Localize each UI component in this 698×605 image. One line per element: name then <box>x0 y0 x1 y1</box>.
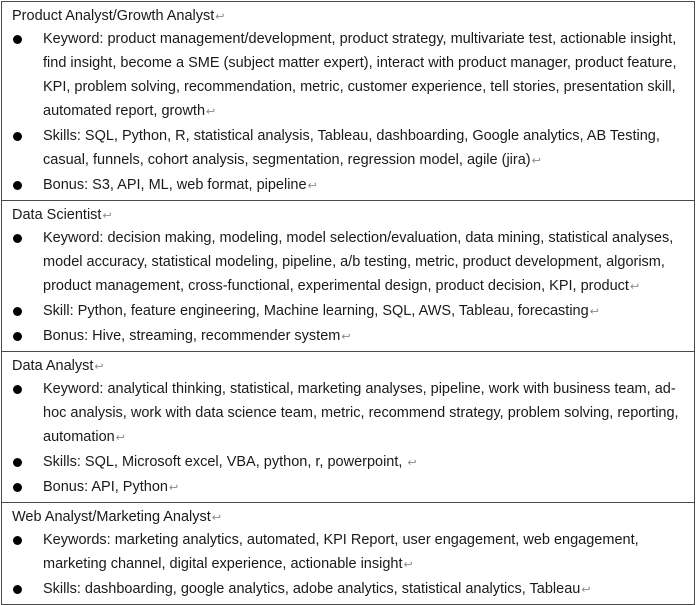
list-item <box>12 577 688 602</box>
list-item <box>12 226 688 299</box>
bullet-icon <box>13 35 22 44</box>
bullet-icon <box>13 483 22 492</box>
bullet-icon <box>13 332 22 341</box>
list-item-text: Skills: SQL, Microsoft excel, VBA, python, r, powerpoint, <box>43 454 407 470</box>
section-title: Data Analyst <box>12 358 94 374</box>
list-item-text: Keywords: marketing analytics, automated, KPI Report, user engagement, web engagement, marketing channel, digital experience, actionable insight <box>43 532 639 572</box>
bullet-icon <box>13 585 22 594</box>
list-item <box>12 124 688 173</box>
paragraph-mark-icon: ↩ <box>211 512 222 524</box>
paragraph-mark-icon: ↩ <box>629 281 640 293</box>
list-item-text: Bonus: API, Python <box>43 479 168 495</box>
paragraph-mark-icon: ↩ <box>581 584 591 596</box>
paragraph-mark-icon: ↩ <box>531 155 541 167</box>
list-item-text: Keyword: analytical thinking, statistical, marketing analyses, pipeline, work with business team, ad-hoc analysis, work with data science team, metric, recommend strategy, problem solving, reporting, automation <box>43 381 679 445</box>
list-item-text: Bonus: S3, API, ML, web format, pipeline <box>43 177 307 193</box>
bullet-icon <box>13 307 22 316</box>
list-item <box>12 450 688 475</box>
paragraph-mark-icon: ↩ <box>307 180 317 192</box>
section-product-analyst <box>2 2 694 200</box>
list-item-text: Keyword: product management/development, product strategy, multivariate test, actionable insight, find insight, become a SME (subject matter expert), interact with product manager, product feature, KPI, problem solving, recommendation, metric, customer experience, tell stories, presentation skill, automated report, growth <box>43 31 677 119</box>
paragraph-mark-icon: ↩ <box>403 559 413 571</box>
list-item <box>12 324 688 349</box>
section-data-analyst <box>2 351 694 502</box>
list-item <box>12 173 688 198</box>
paragraph-mark-icon: ↩ <box>94 361 104 373</box>
bullet-icon <box>13 385 22 394</box>
list-item-text: Skills: SQL, Python, R, statistical analysis, Tableau, dashboarding, Google analytics, AB Testing, casual, funnels, cohort analysis, segmentation, regression model, agile (jira) <box>43 128 660 168</box>
list-item-text: Skill: Python, feature engineering, Machine learning, SQL, AWS, Tableau, forecasting <box>43 303 589 319</box>
bullet-icon <box>13 132 22 141</box>
bullet-list <box>12 27 688 198</box>
role-keywords-table <box>1 1 695 605</box>
list-item-text: Skills: dashboarding, google analytics, adobe analytics, statistical analytics, Tableau <box>43 581 581 597</box>
bullet-icon <box>13 181 22 190</box>
list-item <box>12 528 688 577</box>
paragraph-mark-icon: ↩ <box>115 432 125 444</box>
bullet-icon <box>13 458 22 467</box>
bullet-list <box>12 377 688 500</box>
section-web-analyst <box>2 502 694 604</box>
paragraph-mark-icon: ↩ <box>341 331 351 343</box>
section-title: Data Scientist <box>12 207 102 223</box>
paragraph-mark-icon: ↩ <box>407 457 417 469</box>
paragraph-mark-icon: ↩ <box>215 11 225 23</box>
bullet-list <box>12 528 688 602</box>
list-item <box>12 475 688 500</box>
section-title: Product Analyst/Growth Analyst <box>12 8 215 24</box>
section-data-scientist <box>2 200 694 351</box>
list-item-text: Keyword: decision making, modeling, model selection/evaluation, data mining, statistical analyses, model accuracy, statistical modeling, pipeline, a/b testing, metric, product development, algorism, product management, cross-functional, experimental design, product decision, KPI, product <box>43 230 674 294</box>
paragraph-mark-icon: ↩ <box>168 482 179 494</box>
list-item <box>12 299 688 324</box>
bullet-icon <box>13 536 22 545</box>
section-title: Web Analyst/Marketing Analyst <box>12 509 211 525</box>
bullet-list <box>12 226 688 349</box>
paragraph-mark-icon: ↩ <box>102 210 112 222</box>
list-item-text: Bonus: Hive, streaming, recommender system <box>43 328 341 344</box>
list-item <box>12 377 688 450</box>
bullet-icon <box>13 234 22 243</box>
paragraph-mark-icon: ↩ <box>206 106 216 118</box>
paragraph-mark-icon: ↩ <box>589 306 599 318</box>
list-item <box>12 27 688 124</box>
